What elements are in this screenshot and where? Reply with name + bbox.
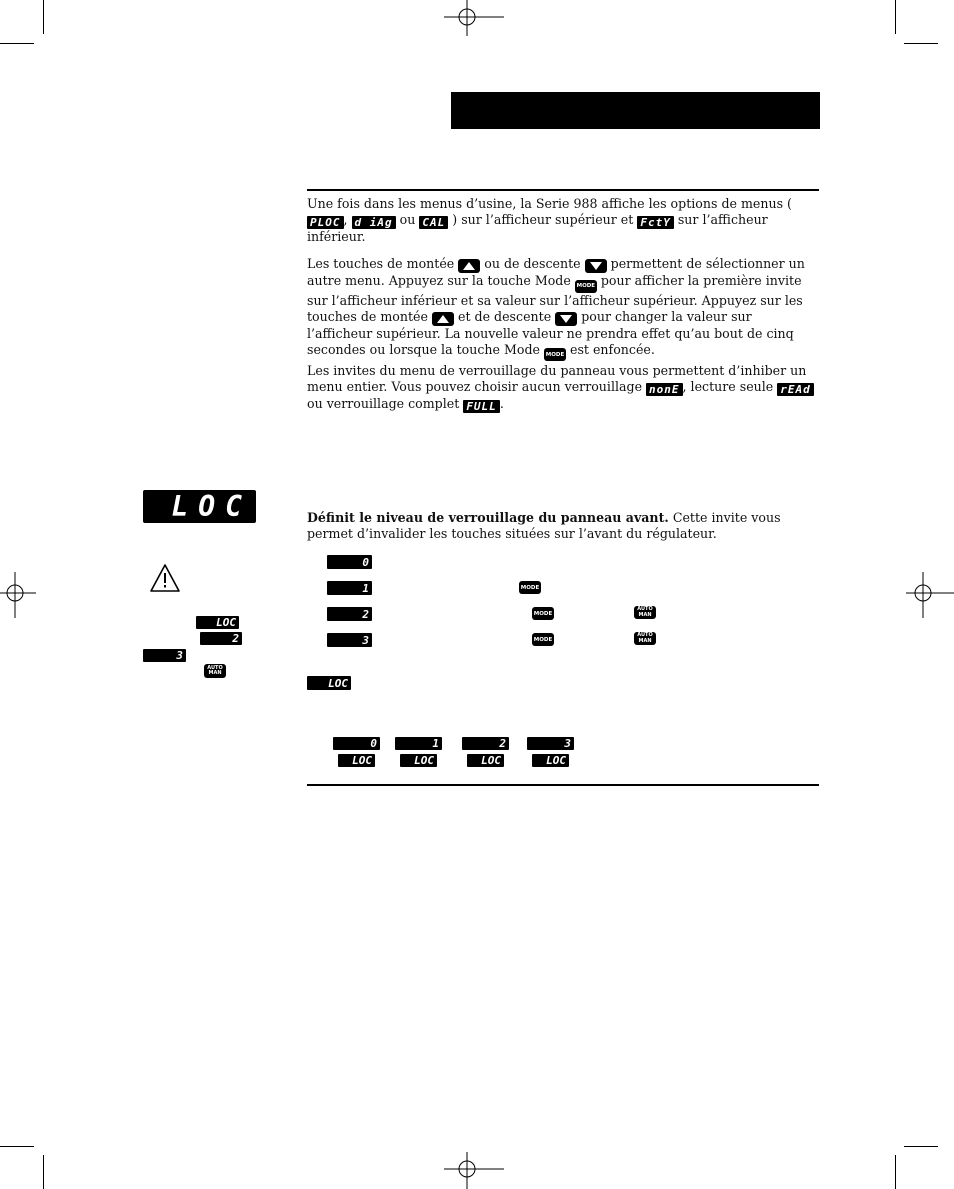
up-arrow-key-icon bbox=[458, 259, 480, 273]
crop-mark bbox=[904, 1146, 938, 1147]
text: Les touches de montée bbox=[307, 256, 455, 271]
auto-label: AUTO bbox=[207, 664, 223, 671]
text: est enfoncée. bbox=[570, 341, 655, 357]
pair-lower-0: LOC bbox=[338, 754, 375, 767]
section-rule bbox=[307, 784, 819, 786]
text: ou bbox=[399, 212, 416, 227]
header-bar bbox=[451, 92, 820, 129]
text: ou verrouillage complet bbox=[307, 396, 460, 411]
paragraph-factory-menus bbox=[307, 196, 819, 245]
down-arrow-key-icon bbox=[585, 259, 607, 273]
display-none: nonE bbox=[646, 383, 683, 396]
section-rule bbox=[307, 189, 819, 191]
pair-upper-0: 0 bbox=[333, 737, 380, 750]
pair-upper-2: 2 bbox=[462, 737, 509, 750]
crop-mark bbox=[904, 43, 938, 44]
crop-mark bbox=[0, 1146, 34, 1147]
paragraph-lockout bbox=[307, 363, 819, 413]
text: Cette invite vous permet d’invalider les touches situées sur l’avant du régulateur. bbox=[307, 510, 781, 541]
loc-display: LOC bbox=[143, 490, 256, 523]
pair-lower-1: LOC bbox=[400, 754, 437, 767]
registration-mark-icon bbox=[0, 572, 40, 618]
text: sur l’afficheur inférieur. bbox=[307, 212, 768, 244]
mode-key-icon: MODE bbox=[575, 280, 597, 293]
crop-mark bbox=[895, 1155, 896, 1189]
auto-label: AUTO bbox=[637, 606, 653, 612]
text: permettent de sélectionner un autre menu. Appuyez sur la touche Mode bbox=[307, 256, 805, 288]
loc-description bbox=[307, 510, 819, 542]
registration-mark-icon bbox=[906, 572, 954, 618]
display-read: rEAd bbox=[777, 383, 814, 396]
warning-triangle-icon bbox=[149, 563, 181, 593]
text: pour changer la valeur sur l’afficheur supérieur. La nouvelle valeur ne prendra effet qu’au bout de cinq secondes ou lorsque la touche Mode bbox=[307, 308, 794, 357]
crop-mark bbox=[43, 0, 44, 34]
text: . bbox=[499, 396, 504, 411]
registration-mark-icon bbox=[444, 0, 504, 40]
display-diag: d iAg bbox=[352, 216, 396, 229]
display-ploc: PLOC bbox=[307, 216, 344, 229]
level-display-0: 0 bbox=[327, 555, 372, 569]
down-arrow-key-icon bbox=[555, 312, 577, 326]
crop-mark bbox=[895, 0, 896, 34]
crop-mark bbox=[0, 43, 34, 44]
display-cal: CAL bbox=[419, 216, 448, 229]
man-label: MAN bbox=[638, 637, 652, 644]
pair-upper-1: 1 bbox=[395, 737, 442, 750]
man-label: MAN bbox=[638, 611, 652, 618]
text: ou de descente bbox=[484, 256, 581, 271]
text: , bbox=[343, 212, 348, 227]
text: , lecture seule bbox=[682, 379, 774, 394]
loc-label-display: LOC bbox=[307, 676, 351, 690]
auto-man-key-icon bbox=[634, 606, 656, 619]
sidebar-display-3: 3 bbox=[143, 649, 186, 662]
paragraph-navigation bbox=[307, 256, 819, 361]
registration-mark-icon bbox=[444, 1152, 504, 1189]
pair-lower-3: LOC bbox=[532, 754, 569, 767]
auto-man-key-icon bbox=[634, 632, 656, 645]
man-label: MAN bbox=[208, 670, 222, 676]
level-display-2: 2 bbox=[327, 607, 372, 621]
sidebar-display-loc: LOC bbox=[196, 616, 239, 629]
text: Une fois dans les menus d’usine, la Serie 988 affiche les options de menus ( bbox=[307, 196, 792, 211]
level-display-3: 3 bbox=[327, 633, 372, 647]
level-display-1: 1 bbox=[327, 581, 372, 595]
mode-key-icon: MODE bbox=[532, 607, 554, 620]
mode-key-icon: MODE bbox=[544, 348, 566, 361]
pair-lower-2: LOC bbox=[467, 754, 504, 767]
display-full: FULL bbox=[463, 400, 500, 413]
text: et de descente bbox=[458, 308, 552, 324]
up-arrow-key-icon bbox=[432, 312, 454, 326]
mode-key-icon: MODE bbox=[532, 633, 554, 646]
auto-label: AUTO bbox=[637, 632, 653, 638]
text: pour afficher la première invite sur l’afficheur inférieur et sa valeur sur l’afficheur supérieur. Appuyez sur les touches de montée bbox=[307, 273, 803, 324]
text: Les invites du menu de verrouillage du panneau vous permettent d’inhiber un menu entier. Vous pouvez choisir aucun verrouillage bbox=[307, 363, 807, 394]
loc-description-bold: Définit le niveau de verrouillage du panneau avant. bbox=[307, 510, 669, 525]
display-fcty: FctY bbox=[637, 216, 674, 229]
crop-mark bbox=[43, 1155, 44, 1189]
mode-key-icon: MODE bbox=[519, 581, 541, 594]
sidebar-display-2: 2 bbox=[200, 632, 242, 645]
pair-upper-3: 3 bbox=[527, 737, 574, 750]
text: ) sur l’afficheur supérieur et bbox=[452, 212, 634, 227]
auto-man-key-icon bbox=[204, 664, 226, 678]
